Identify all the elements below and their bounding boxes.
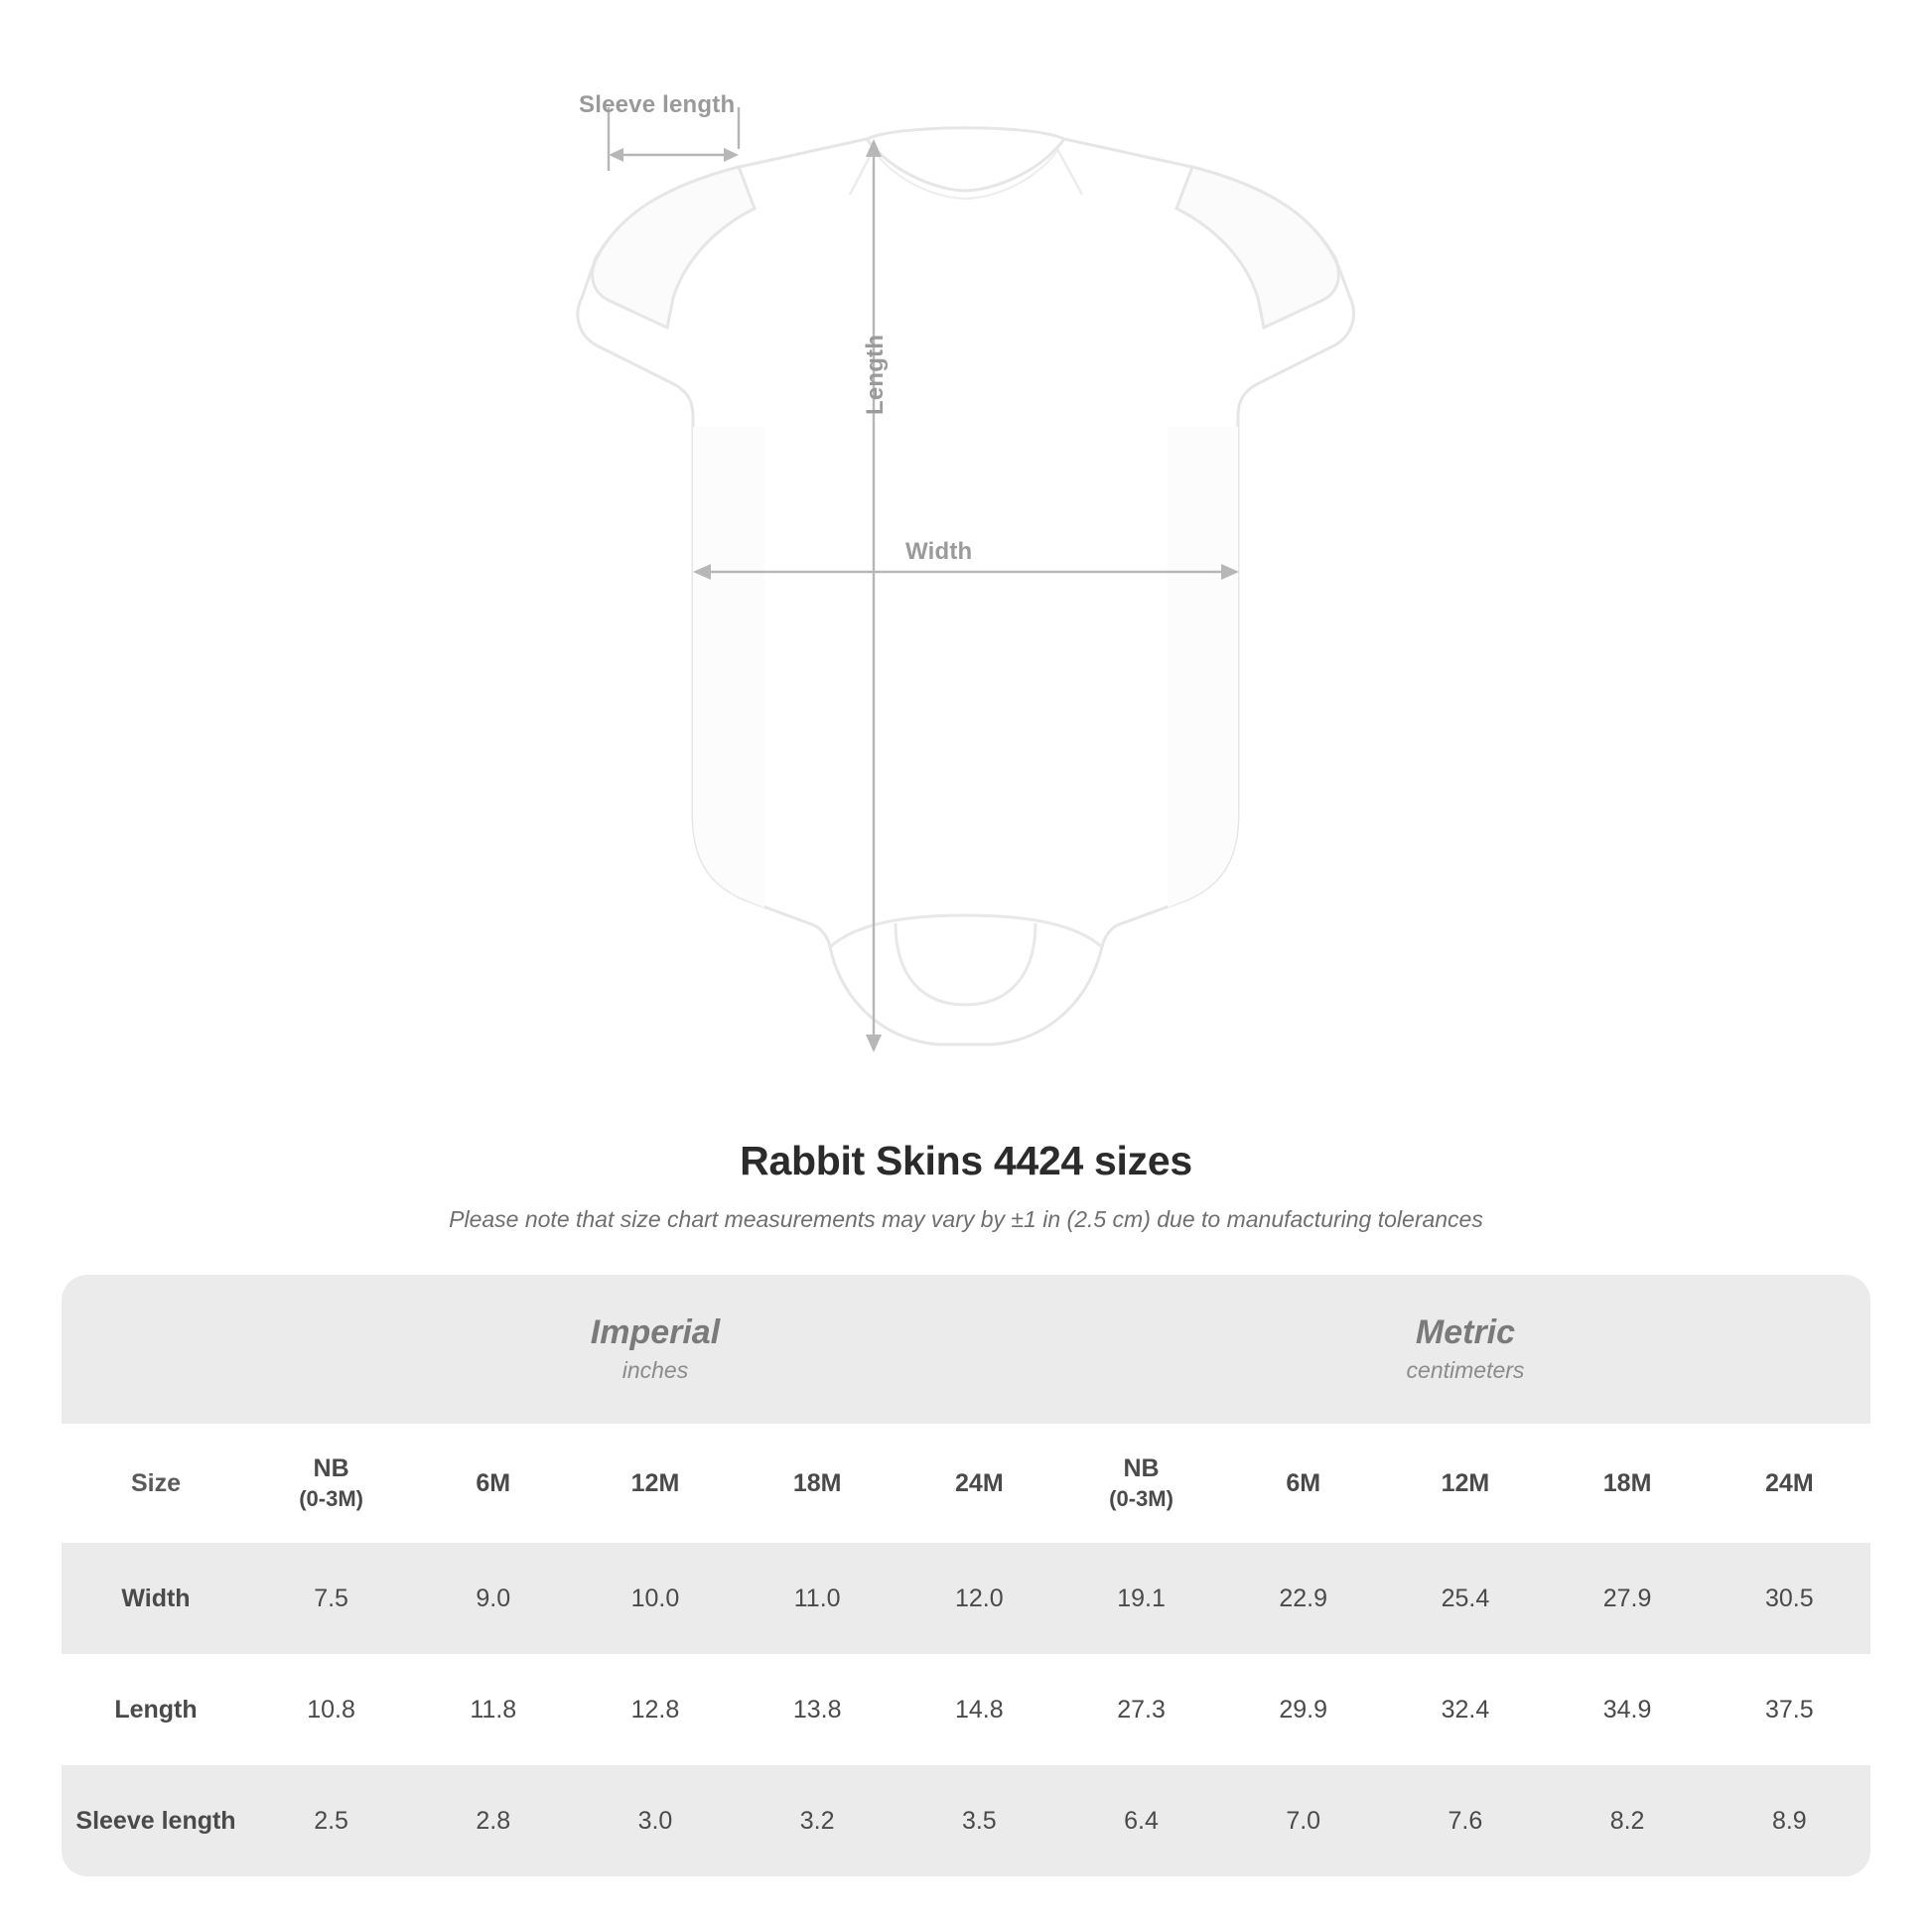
column-header-main: 12M bbox=[1441, 1468, 1490, 1497]
cell-sleeve-nb-in: 2.5 bbox=[250, 1765, 412, 1876]
column-header-sub: (0-3M) bbox=[299, 1485, 363, 1511]
cell-length-nb-in: 10.8 bbox=[307, 1695, 355, 1724]
column-header-main: 6M bbox=[1286, 1468, 1321, 1497]
unit-imperial-cell bbox=[250, 1275, 1060, 1424]
unit-metric-name: Metric bbox=[1415, 1312, 1516, 1351]
cell-width-6m-in: 9.0 bbox=[412, 1543, 574, 1654]
row-label-sleeve-length: Sleeve length bbox=[62, 1765, 250, 1876]
column-header-18m-metric bbox=[1547, 1424, 1709, 1543]
cell-sleeve-nb-cm: 6.4 bbox=[1060, 1765, 1222, 1876]
cell-width-nb-cm: 19.1 bbox=[1060, 1543, 1222, 1654]
column-header-12m-metric bbox=[1384, 1424, 1546, 1543]
cell-length-nb-cm: 27.3 bbox=[1117, 1695, 1166, 1724]
column-header-6m-metric bbox=[1222, 1424, 1384, 1543]
column-header-24m-imperial bbox=[898, 1424, 1060, 1543]
cell-width-12m-cm: 25.4 bbox=[1384, 1543, 1546, 1654]
column-header-12m-imperial bbox=[574, 1424, 736, 1543]
cell-sleeve-18m-in: 3.2 bbox=[737, 1765, 898, 1876]
cell-length-18m-in: 13.8 bbox=[792, 1695, 842, 1724]
cell-sleeve-6m-in: 2.8 bbox=[412, 1765, 574, 1876]
column-header-main: 18M bbox=[1602, 1468, 1652, 1497]
column-header-24m-metric bbox=[1709, 1424, 1870, 1543]
cell-length-24m-cm: 37.5 bbox=[1765, 1695, 1814, 1724]
bodysuit-shape bbox=[578, 128, 1354, 1044]
sleeve-length-dimension-label: Sleeve length bbox=[579, 91, 736, 118]
unit-metric-sub: centimeters bbox=[1406, 1357, 1525, 1383]
column-header-main: 24M bbox=[955, 1468, 1004, 1497]
cell-length-12m-cm: 32.4 bbox=[1441, 1695, 1490, 1724]
unit-header-row bbox=[62, 1275, 1870, 1424]
page-title: Rabbit Skins 4424 sizes bbox=[740, 1138, 1192, 1183]
cell-sleeve-6m-cm: 7.0 bbox=[1222, 1765, 1384, 1876]
cell-width-nb-in: 7.5 bbox=[250, 1543, 412, 1654]
column-header-main: 6M bbox=[476, 1468, 511, 1497]
size-header-row bbox=[62, 1424, 1870, 1543]
column-header-nb-metric bbox=[1060, 1424, 1222, 1543]
column-header-18m-imperial bbox=[737, 1424, 898, 1543]
cell-length-18m-cm: 34.9 bbox=[1602, 1695, 1652, 1724]
size-table-container bbox=[62, 1275, 1870, 1876]
cell-sleeve-18m-cm: 8.2 bbox=[1547, 1765, 1709, 1876]
cell-width-12m-in: 10.0 bbox=[574, 1543, 736, 1654]
unit-imperial-sub: inches bbox=[621, 1357, 689, 1383]
cell-sleeve-12m-in: 3.0 bbox=[574, 1765, 736, 1876]
width-dimension-label: Width bbox=[905, 538, 973, 565]
unit-metric-cell bbox=[1060, 1275, 1870, 1424]
unit-spacer-cell bbox=[62, 1275, 250, 1424]
column-header-main: 12M bbox=[630, 1468, 680, 1497]
cell-sleeve-24m-cm: 8.9 bbox=[1709, 1765, 1870, 1876]
table-row bbox=[62, 1543, 1870, 1654]
cell-width-24m-in: 12.0 bbox=[898, 1543, 1060, 1654]
size-table bbox=[62, 1275, 1870, 1876]
cell-sleeve-12m-cm: 7.6 bbox=[1384, 1765, 1546, 1876]
column-header-main: NB bbox=[313, 1454, 349, 1483]
tolerance-note: Please note that size chart measurements may vary by ±1 in (2.5 cm) due to manufacturing tolerances bbox=[449, 1206, 1483, 1232]
row-label-length: Length bbox=[114, 1695, 198, 1724]
table-row bbox=[62, 1765, 1870, 1876]
size-header-label: Size bbox=[62, 1424, 250, 1543]
row-label-width: Width bbox=[62, 1543, 250, 1654]
table-row bbox=[62, 1654, 1870, 1765]
cell-width-24m-cm: 30.5 bbox=[1709, 1543, 1870, 1654]
length-dimension-label: Length bbox=[862, 334, 889, 415]
column-header-nb-imperial bbox=[250, 1424, 412, 1543]
column-header-main: 18M bbox=[792, 1468, 842, 1497]
cell-width-6m-cm: 22.9 bbox=[1222, 1543, 1384, 1654]
cell-length-6m-cm: 29.9 bbox=[1279, 1695, 1328, 1724]
unit-imperial-name: Imperial bbox=[590, 1312, 721, 1351]
cell-length-6m-in: 11.8 bbox=[470, 1695, 517, 1724]
cell-length-12m-in: 12.8 bbox=[630, 1695, 680, 1724]
cell-length-24m-in: 14.8 bbox=[955, 1695, 1004, 1724]
title-block bbox=[0, 1138, 1932, 1233]
cell-width-18m-in: 11.0 bbox=[737, 1543, 898, 1654]
cell-width-18m-cm: 27.9 bbox=[1547, 1543, 1709, 1654]
column-header-main: 24M bbox=[1765, 1468, 1814, 1497]
column-header-sub: (0-3M) bbox=[1109, 1485, 1173, 1511]
column-header-6m-imperial bbox=[412, 1424, 574, 1543]
cell-sleeve-24m-in: 3.5 bbox=[898, 1765, 1060, 1876]
column-header-main: NB bbox=[1123, 1454, 1160, 1483]
